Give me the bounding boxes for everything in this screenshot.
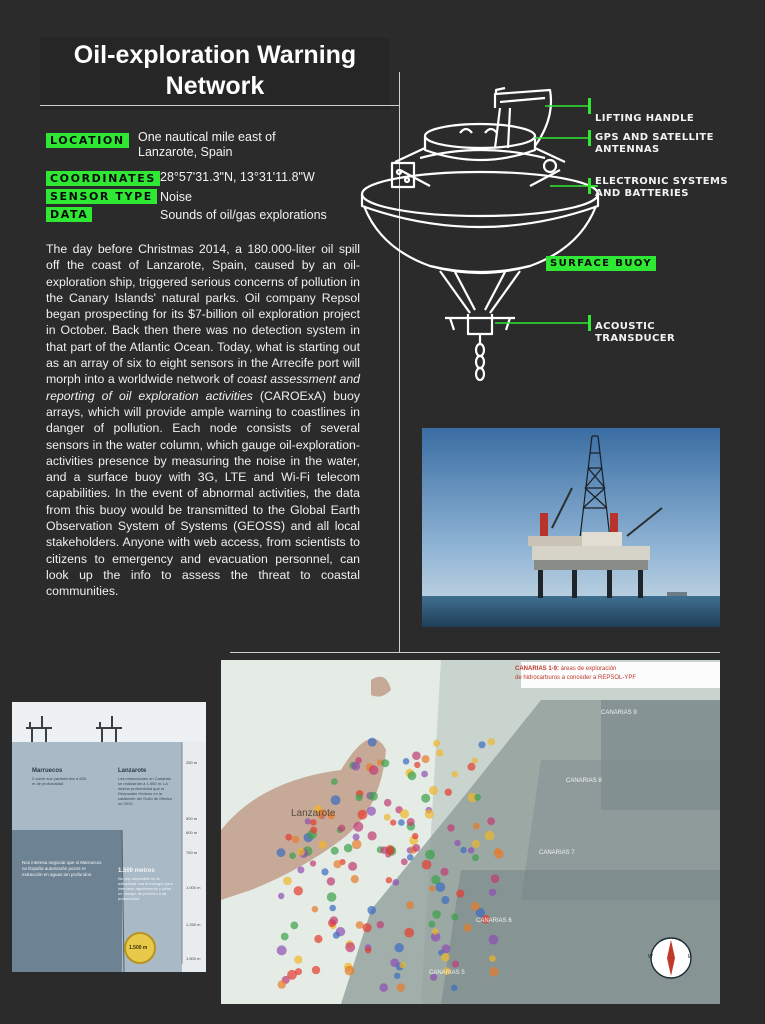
map-marker <box>472 758 478 764</box>
map-marker <box>488 738 495 745</box>
map-marker <box>295 968 302 975</box>
map-marker <box>380 846 388 854</box>
depth-badge: 1.500 m <box>129 945 148 951</box>
map-marker <box>312 966 320 974</box>
map-marker <box>310 819 316 825</box>
map-marker <box>356 921 364 929</box>
map-callout <box>515 665 636 683</box>
map-marker <box>407 854 414 861</box>
article-part-2: (CAROExA) buoy arrays, which will provide ample warning to coastlines in danger of pollution. Each node consists of several sensors in the water column, which gauge oil-exploration-activities presence by measuring the noise in the water, and a surface buoy with 3G, LTE and Wi-Fi telecom capabilities. In the event of abnormal activities, the data from this buoy would be transmitted to the Global Earth Observation System of Systems (GEOSS) and all local stakeholders. Anyone with web access, from scientists to citizens to emergency and evacuation personnel, can look up the info to assess the threat to coastal communities. <box>46 388 360 599</box>
map-marker <box>404 928 414 938</box>
map-marker <box>365 947 371 953</box>
depth-mid-head: 1.500 metros <box>118 868 155 874</box>
map-marker <box>414 762 420 768</box>
map-marker <box>451 913 458 920</box>
depth-comparison-graphic <box>12 702 206 972</box>
map-marker <box>330 916 339 925</box>
map-marker <box>407 818 415 826</box>
location-line-2: Lanzarote, Spain <box>138 145 233 159</box>
map-marker <box>400 962 406 968</box>
map-marker <box>464 924 472 932</box>
map-marker <box>353 834 360 841</box>
map-marker <box>294 956 302 964</box>
buoy-illustration <box>350 78 765 398</box>
map-marker <box>285 834 292 841</box>
map-marker <box>297 848 305 856</box>
map-marker <box>471 902 480 911</box>
map-marker <box>351 875 359 883</box>
depth-mark-1: 500 m <box>186 816 198 821</box>
map-marker <box>358 810 368 820</box>
map-marker <box>368 831 377 840</box>
map-marker <box>441 896 449 904</box>
map-block-7: CANARIAS 7 <box>539 850 575 856</box>
depth-background <box>12 702 206 972</box>
map-marker <box>356 794 363 801</box>
depth-mark-6: 1.500 m <box>186 956 201 961</box>
map-marker <box>367 807 376 816</box>
map-marker <box>363 923 372 932</box>
location-value <box>138 130 276 160</box>
map-block-8: CANARIAS 8 <box>566 778 602 784</box>
map-marker <box>428 921 435 928</box>
depth-mid-sub: No hay disponible en la actualidad una tecnología para intervenir rápidamente y sellar un escape de petróleo a tal profundidad. <box>118 876 173 901</box>
map-marker <box>390 820 396 826</box>
map-marker <box>445 789 452 796</box>
map-callout-line-1 <box>515 665 636 674</box>
map-marker <box>494 849 503 858</box>
map-marker <box>384 799 392 807</box>
map-marker <box>472 854 479 861</box>
map-marker <box>321 868 328 875</box>
map-marker <box>489 935 499 945</box>
depth-left-note: Nos interesa negociar que si Marruecos no España autorizarán pozos re extracción en aguas tan profundos. <box>22 860 102 877</box>
map-marker <box>394 973 400 979</box>
label-gps-line-2: ANTENNAS <box>595 144 660 155</box>
label-electronic-systems <box>595 176 728 200</box>
map-island-label: Lanzarote <box>291 808 336 819</box>
exploration-map <box>221 660 720 1004</box>
map-marker <box>379 983 388 992</box>
map-marker <box>406 901 414 909</box>
map-background <box>221 660 720 1004</box>
compass-e: E <box>688 954 692 960</box>
map-marker <box>312 906 319 913</box>
map-marker <box>431 875 440 884</box>
map-marker <box>297 866 304 873</box>
location-tag: LOCATION <box>46 133 129 148</box>
map-marker <box>344 844 353 853</box>
coordinates-value: 28°57'31.3"N, 13°31'11.8"W <box>160 170 315 184</box>
map-marker <box>283 877 292 886</box>
map-callout-line-2: de hidrocarburos a conceder a REPSOL-YPF <box>515 675 637 681</box>
label-gps-line-1: GPS AND SATELLITE <box>595 132 714 143</box>
map-marker <box>381 759 389 767</box>
map-marker <box>472 840 480 848</box>
map-callout-title: CANARIAS 1-9: <box>515 666 560 672</box>
map-marker <box>452 961 459 968</box>
map-marker <box>403 758 410 765</box>
map-marker <box>441 953 450 962</box>
map-marker <box>331 847 339 855</box>
label-acoustic-transducer <box>595 321 675 345</box>
map-marker <box>398 819 405 826</box>
depth-left-head: Marruecos <box>32 768 63 774</box>
map-marker <box>386 877 392 883</box>
map-marker <box>314 935 322 943</box>
map-block-6: CANARIAS 6 <box>476 918 512 924</box>
sensor-type-value: Noise <box>160 190 192 204</box>
map-marker <box>491 874 500 883</box>
map-marker <box>333 932 340 939</box>
map-marker <box>369 765 379 775</box>
map-marker <box>412 844 420 852</box>
map-marker <box>454 840 460 846</box>
map-marker <box>421 794 430 803</box>
map-marker <box>478 741 485 748</box>
depth-mark-5: 1.250 m <box>186 922 201 927</box>
map-marker <box>310 860 316 866</box>
map-marker <box>352 840 362 850</box>
sensor-type-tag: SENSOR TYPE <box>46 189 157 204</box>
map-marker <box>401 858 408 865</box>
map-marker <box>442 944 451 953</box>
map-marker <box>474 794 481 801</box>
map-marker <box>440 868 448 876</box>
map-marker <box>345 942 355 952</box>
depth-left-sub: 2 sobre sus yacimientos a 600 m de profundidad <box>32 776 87 786</box>
map-marker <box>331 795 341 805</box>
location-line-1: One nautical mile east of <box>138 130 276 144</box>
map-marker <box>281 933 289 941</box>
map-marker <box>460 847 466 853</box>
map-marker <box>289 852 296 859</box>
map-marker <box>294 886 303 895</box>
map-marker <box>327 892 337 902</box>
map-marker <box>412 833 418 839</box>
oil-platform-photo <box>422 428 720 627</box>
map-marker <box>451 985 457 991</box>
map-marker <box>489 955 496 962</box>
map-marker <box>395 943 404 952</box>
map-marker <box>319 841 327 849</box>
map-marker <box>429 786 438 795</box>
map-marker <box>277 945 287 955</box>
map-marker <box>400 809 409 818</box>
map-marker <box>368 738 377 747</box>
map-callout-rest: áreas de exploración <box>559 666 617 672</box>
map-marker <box>327 877 335 885</box>
map-marker <box>456 890 464 898</box>
map-marker <box>329 905 336 912</box>
map-block-5: CANARIAS 5 <box>429 970 465 976</box>
map-marker <box>408 771 417 780</box>
map-marker <box>432 928 438 934</box>
map-marker <box>369 792 378 801</box>
compass-w: W <box>648 954 653 960</box>
depth-mark-3: 750 m <box>186 850 198 855</box>
map-marker <box>432 910 441 919</box>
title-line-2: Network <box>165 72 265 100</box>
map-marker <box>433 740 440 747</box>
label-gps-antennas <box>595 132 714 156</box>
depth-mark-4: 1.000 m <box>186 885 201 890</box>
title-line-1: Oil-exploration Warning <box>73 41 357 69</box>
label-electronic-line-2: AND BATTERIES <box>595 188 689 199</box>
map-marker <box>290 922 298 930</box>
map-marker <box>447 824 454 831</box>
article-body <box>46 241 360 600</box>
map-marker <box>422 755 430 763</box>
map-marker <box>397 983 406 992</box>
map-marker <box>489 889 496 896</box>
map-marker <box>384 814 391 821</box>
map-marker <box>468 763 476 771</box>
map-marker <box>367 906 376 915</box>
map-marker <box>422 860 432 870</box>
map-marker <box>452 771 459 778</box>
map-marker <box>412 751 421 760</box>
depth-mark-0: 250 m <box>186 760 198 765</box>
map-marker <box>421 771 428 778</box>
depth-right-sub: Las extracciones en Canarias se realizarían a 1.500 m. La misma profundidad que la Deepwater Horizon en la catástrofe del Golfo de México en 2010. <box>118 776 173 806</box>
map-marker <box>377 921 384 928</box>
article-part-1: The day before Christmas 2014, a 180.000-liter oil spill off the coast of Lanzarote, Spain, caused by an oil-exploration ship, triggered serious concerns of pollution in the Canary Islands' natural parks. Oil company Repsol began prospecting for its $7-billion oil exploration project in October. Back then there was no detection system in that part of the Atlantic Ocean. Today, what is starting out as an array of six to eight sensors in the Arrecife port will morph into a worldwide network of <box>46 242 360 387</box>
map-marker <box>292 836 299 843</box>
map-marker <box>278 980 286 988</box>
coordinates-tag: COORDINATES <box>46 171 160 186</box>
map-marker <box>310 827 317 834</box>
map-marker <box>331 778 338 785</box>
top-divider <box>40 105 400 106</box>
map-marker <box>436 749 443 756</box>
bottom-divider <box>230 652 720 653</box>
page-title <box>40 38 390 110</box>
map-marker <box>425 850 435 860</box>
map-marker <box>351 762 360 771</box>
label-acoustic-line-2: TRANSDUCER <box>595 333 676 344</box>
label-electronic-line-1: ELECTRONIC SYSTEMS <box>595 176 728 187</box>
label-lifting-handle: LIFTING HANDLE <box>595 113 695 124</box>
map-marker <box>277 848 286 857</box>
map-marker <box>489 967 498 976</box>
data-tag: DATA <box>46 207 92 222</box>
map-marker <box>338 825 345 832</box>
map-marker <box>278 893 284 899</box>
map-block-9: CANARIAS 9 <box>601 710 637 716</box>
map-marker <box>353 822 363 832</box>
map-marker <box>473 823 480 830</box>
map-marker <box>348 862 357 871</box>
data-value: Sounds of oil/gas explorations <box>160 208 327 222</box>
map-marker <box>468 847 474 853</box>
map-marker <box>390 958 399 967</box>
map-marker <box>333 860 341 868</box>
map-marker <box>345 966 355 976</box>
map-marker <box>487 817 495 825</box>
map-marker <box>429 886 435 892</box>
surface-buoy-tag: SURFACE BUOY <box>546 256 656 271</box>
map-marker <box>392 879 399 886</box>
map-marker <box>485 831 495 841</box>
map-marker <box>305 818 311 824</box>
depth-right-head: Lanzarote <box>118 768 147 774</box>
depth-mark-2: 600 m <box>186 830 198 835</box>
map-marker <box>425 809 434 818</box>
label-acoustic-line-1: ACOUSTIC <box>595 321 655 332</box>
article-italic: coast assessment and reporting of oil exploration activities <box>46 372 360 403</box>
